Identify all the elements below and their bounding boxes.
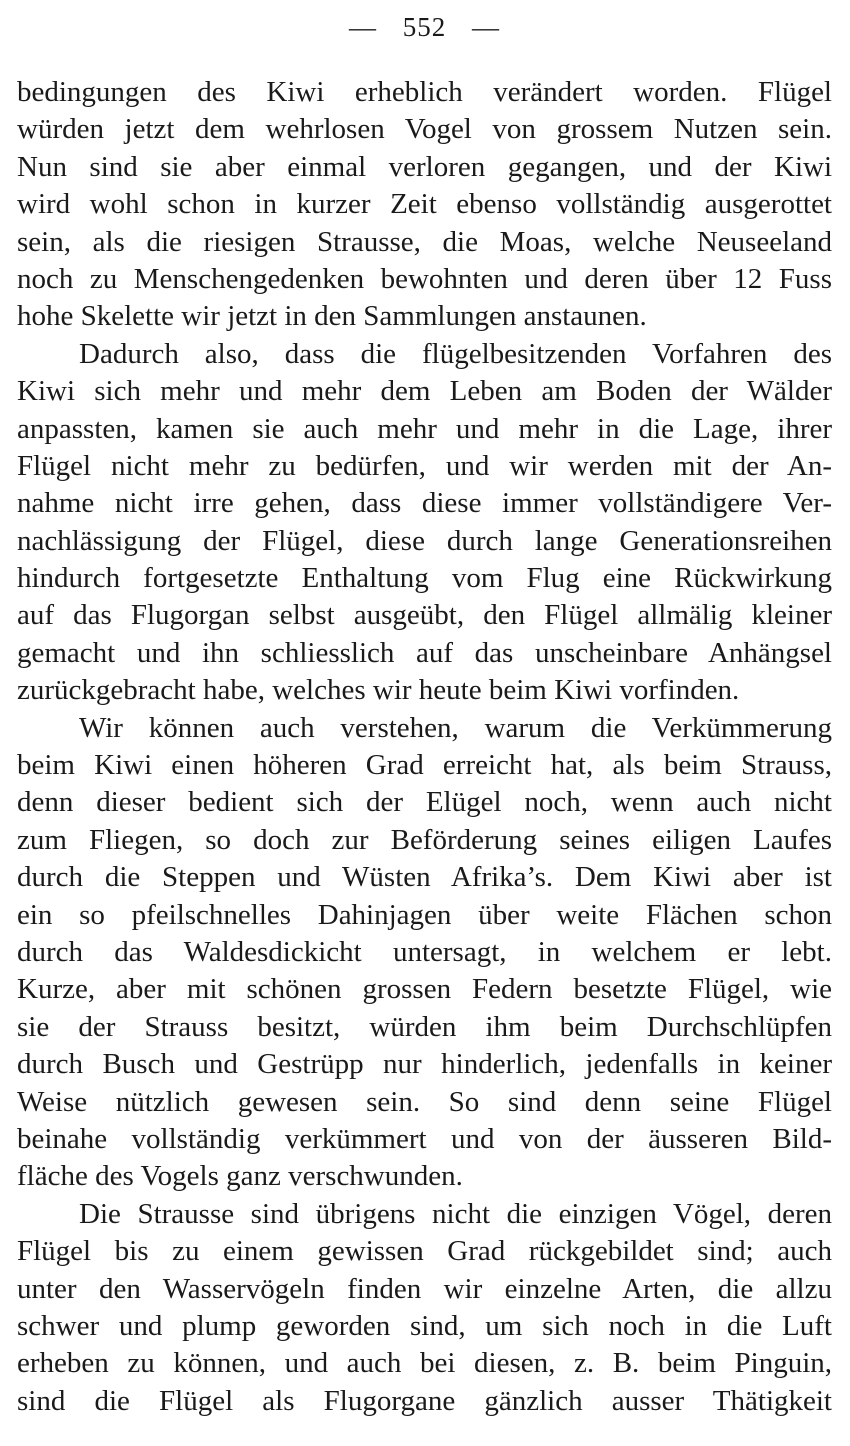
- text-line: nachlässigung der Flügel, diese durch lange Generationsreihen: [17, 524, 832, 557]
- text-line: sie der Strauss besitzt, würden ihm beim Durchschlüpfen: [17, 1010, 832, 1043]
- text-line: wird wohl schon in kurzer Zeit ebenso vollständig ausgerottet: [17, 188, 832, 221]
- text-line: durch die Steppen und Wüsten Afrika’s. Dem Kiwi aber ist: [17, 861, 832, 894]
- text-line: nahme nicht irre gehen, dass diese immer vollständigere Ver-: [17, 487, 832, 520]
- text-line: Kurze, aber mit schönen grossen Federn besetzte Flügel, wie: [17, 973, 832, 1006]
- header-dash-right: —: [472, 12, 500, 42]
- text-line: Wir können auch verstehen, warum die Verkümmerung: [79, 711, 832, 744]
- text-line: Die Strausse sind übrigens nicht die einzigen Vögel, deren: [79, 1197, 832, 1230]
- text-line: unter den Wasservögeln finden wir einzelne Arten, die allzu: [17, 1272, 832, 1305]
- book-page: [17, 0, 832, 1446]
- text-line: sein, als die riesigen Strausse, die Moas, welche Neuseeland: [17, 225, 832, 258]
- text-line: sind die Flügel als Flugorgane gänzlich ausser Thätigkeit: [17, 1384, 832, 1417]
- text-line: auf das Flugorgan selbst ausgeübt, den Flügel allmälig kleiner: [17, 599, 832, 632]
- text-line: Flügel nicht mehr zu bedürfen, und wir werden mit der An-: [17, 449, 832, 482]
- text-line: Weise nützlich gewesen sein. So sind denn seine Flügel: [17, 1085, 832, 1118]
- text-line: erheben zu können, und auch bei diesen, z. B. beim Pinguin,: [17, 1347, 832, 1380]
- text-line: fläche des Vogels ganz verschwunden.: [17, 1160, 463, 1193]
- header-dash-left: —: [349, 12, 377, 42]
- text-line: zum Fliegen, so doch zur Beförderung seines eiligen Laufes: [17, 823, 832, 856]
- text-line: Flügel bis zu einem gewissen Grad rückgebildet sind; auch: [17, 1235, 832, 1268]
- text-line: beim Kiwi einen höheren Grad erreicht hat, als beim Strauss,: [17, 749, 832, 782]
- text-line: bedingungen des Kiwi erheblich verändert worden. Flügel: [17, 76, 832, 108]
- text-line: anpassten, kamen sie auch mehr und mehr in die Lage, ihrer: [17, 412, 832, 445]
- text-line: durch Busch und Gestrüpp nur hinderlich, jedenfalls in keiner: [17, 1048, 832, 1081]
- paragraph: [17, 336, 832, 710]
- text-line: Dadurch also, dass die flügelbesitzenden Vorfahren des: [79, 337, 832, 370]
- text-line: Nun sind sie aber einmal verloren gegangen, und der Kiwi: [17, 150, 832, 183]
- paragraph: [17, 1196, 832, 1420]
- text-line: noch zu Menschengedenken bewohnten und deren über 12 Fuss: [17, 262, 832, 295]
- text-line: schwer und plump geworden sind, um sich noch in die Luft: [17, 1309, 832, 1342]
- text-line: hohe Skelette wir jetzt in den Sammlungen anstaunen.: [17, 300, 647, 333]
- page-header: [17, 10, 832, 44]
- text-line: ein so pfeilschnelles Dahinjagen über weite Flächen schon: [17, 898, 832, 931]
- paragraph: [17, 74, 832, 336]
- text-line: zurückgebracht habe, welches wir heute beim Kiwi vorfinden.: [17, 674, 740, 707]
- text-line: beinahe vollständig verkümmert und von der äusseren Bild-: [17, 1122, 832, 1155]
- text-line: würden jetzt dem wehrlosen Vogel von grossem Nutzen sein.: [17, 113, 832, 146]
- text-line: durch das Waldesdickicht untersagt, in welchem er lebt.: [17, 935, 832, 968]
- text-line: gemacht und ihn schliesslich auf das unscheinbare Anhängsel: [17, 636, 832, 669]
- text-line: hindurch fortgesetzte Enthaltung vom Flug eine Rückwirkung: [17, 562, 832, 595]
- text-line: denn dieser bedient sich der Elügel noch, wenn auch nicht: [17, 786, 832, 819]
- text-line: Kiwi sich mehr und mehr dem Leben am Boden der Wälder: [17, 375, 832, 408]
- body-text: [17, 74, 832, 1420]
- page-number: 552: [402, 12, 447, 42]
- paragraph: [17, 710, 832, 1196]
